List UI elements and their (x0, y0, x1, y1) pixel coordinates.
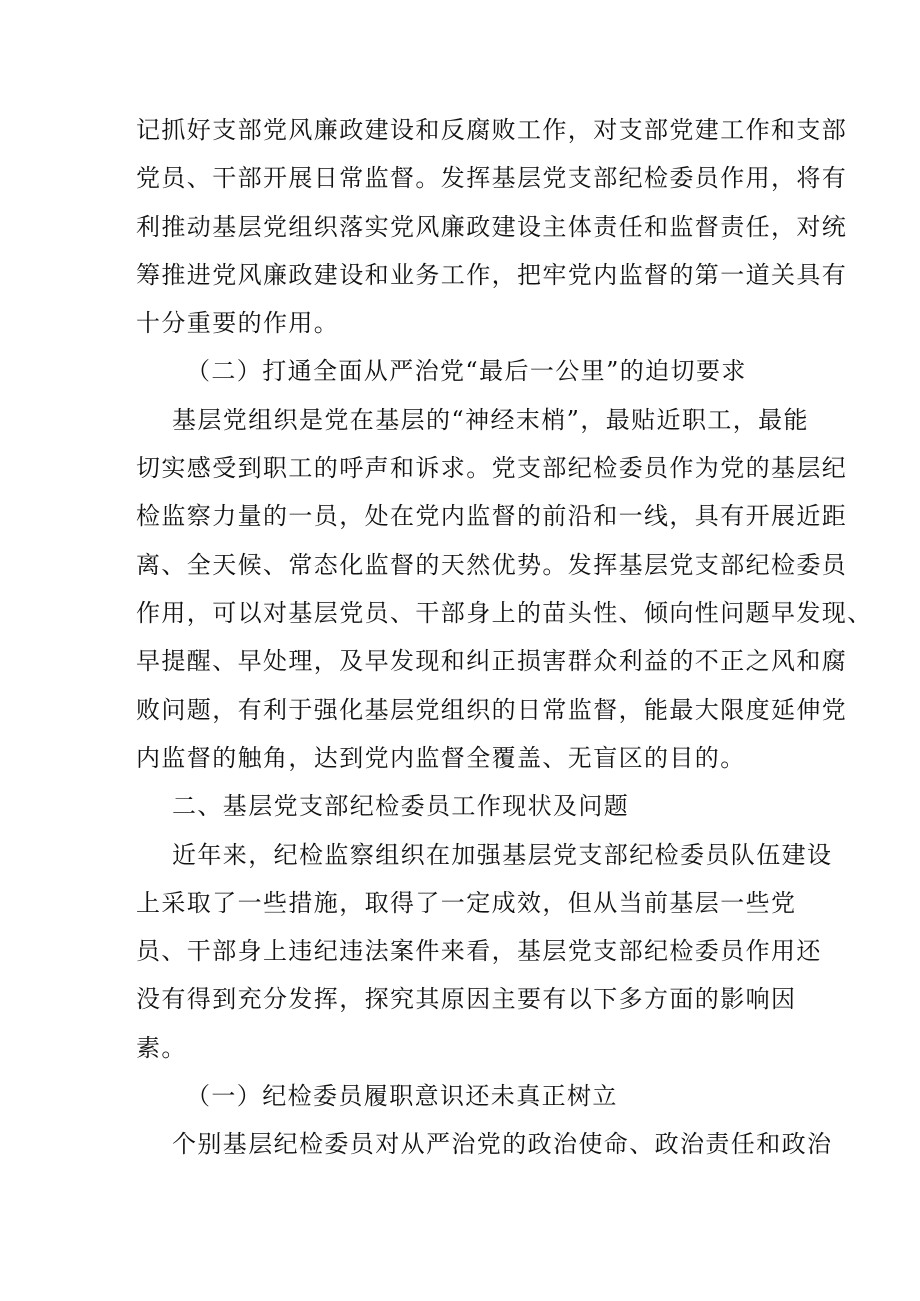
body-text-line: 十分重要的作用。 (136, 309, 340, 337)
paragraph-first-line: 基层党组织是党在基层的“神经末梢”，最贴近职工，最能 (172, 406, 809, 434)
section-heading: （一）纪检委员履职意识还未真正树立 (186, 1082, 618, 1110)
body-text-line: 没有得到充分发挥，探究其原因主要有以下多方面的影响因 (136, 985, 797, 1013)
body-text-line: 记抓好支部党风廉政建设和反腐败工作，对支部党建工作和支部 (136, 116, 848, 144)
body-text-line: 败问题，有利于强化基层党组织的日常监督，能最大限度延伸党 (136, 696, 848, 724)
chapter-heading: 二、基层党支部纪检委员工作现状及问题 (172, 792, 630, 820)
body-text-line: 上采取了一些措施，取得了一定成效，但从当前基层一些党 (136, 889, 797, 917)
body-text-line: 利推动基层党组织落实党风廉政建设主体责任和监督责任，对统 (136, 213, 848, 241)
body-text-line: 检监察力量的一员，处在党内监督的前沿和一线，具有开展近距 (136, 502, 848, 530)
body-text-line: 内监督的触角，达到党内监督全覆盖、无盲区的目的。 (136, 744, 746, 772)
paragraph-first-line: 近年来，纪检监察组织在加强基层党支部纪检委员队伍建设 (172, 841, 833, 869)
section-heading: （二）打通全面从严治党“最后一公里”的迫切要求 (186, 357, 747, 385)
body-text-line: 作用，可以对基层党员、干部身上的苗头性、倾向性问题早发现、 (136, 599, 873, 627)
body-text-line: 切实感受到职工的呼声和诉求。党支部纪检委员作为党的基层纪 (136, 454, 848, 482)
body-text-line: 素。 (136, 1034, 187, 1062)
body-text-line: 筹推进党风廉政建设和业务工作，把牢党内监督的第一道关具有 (136, 261, 848, 289)
body-text-line: 早提醒、早处理，及早发现和纠正损害群众利益的不正之风和腐 (136, 647, 848, 675)
body-text-line: 离、全天候、常态化监督的天然优势。发挥基层党支部纪检委员 (136, 551, 848, 579)
paragraph-first-line: 个别基层纪检委员对从严治党的政治使命、政治责任和政治 (172, 1130, 833, 1158)
body-text-line: 员、干部身上违纪违法案件来看，基层党支部纪检委员作用还 (136, 937, 822, 965)
body-text-line: 党员、干部开展日常监督。发挥基层党支部纪检委员作用，将有 (136, 164, 848, 192)
